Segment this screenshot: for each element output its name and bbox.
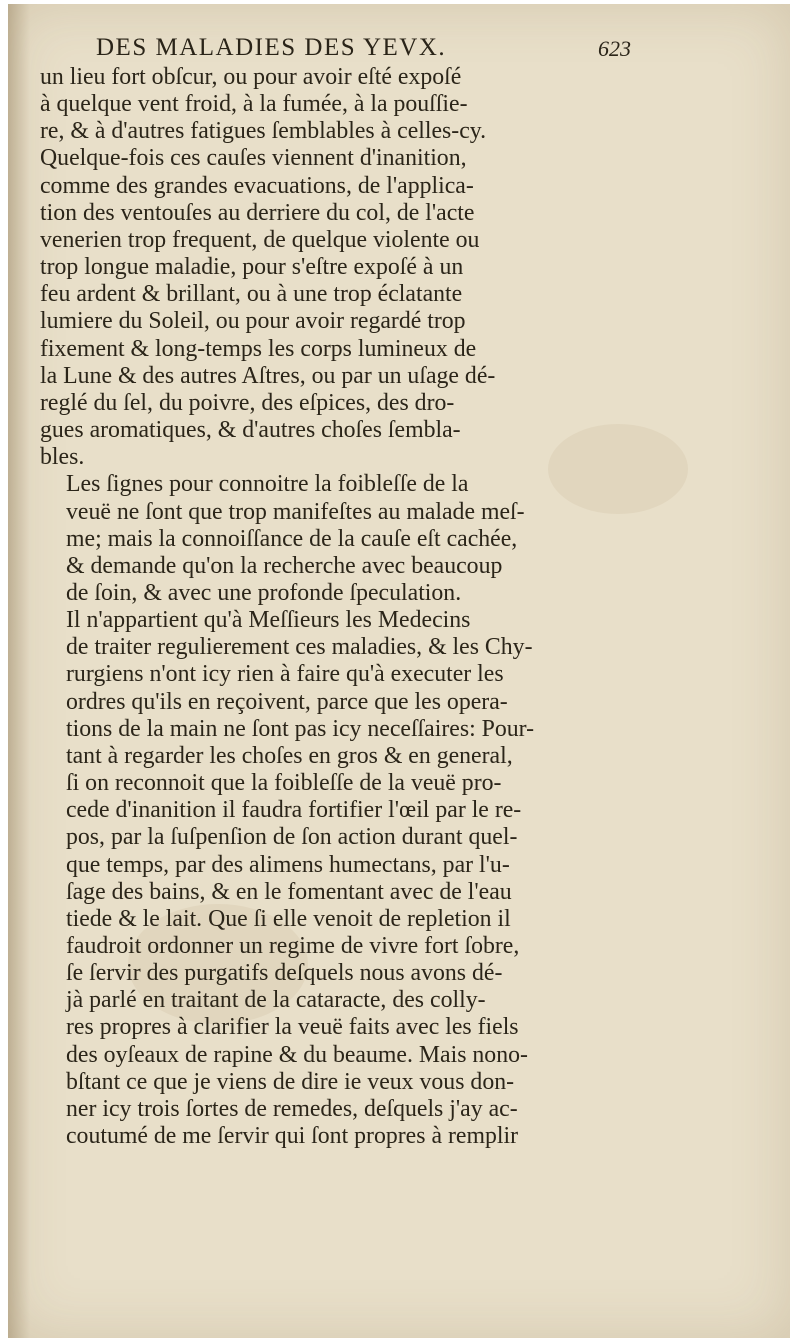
- running-title: DES MALADIES DES YEVX.: [96, 34, 447, 61]
- page-number: 623: [598, 36, 631, 61]
- paragraph-1: un lieu fort obſcur, ou pour avoir eſté expoſé à quelque vent froid, à la fumée, à la pouſſie- re, & à d'autres fatigues ſemblables à celles-cy. Quelque-fois ces cauſes viennent d'inanition, comme des grandes evacuations, de l'applica- tion des ventouſes au derriere du col, de l'acte venerien trop frequent, de quelque violente ou trop longue maladie, pour s'eſtre expoſé à un feu ardent & brillant, ou à une trop éclatante lumiere du Soleil, ou pour avoir regardé trop fixement & long-temps les corps lumineux de la Lune & des autres Aſtres, ou par un uſage dé- reglé du ſel, du poivre, des eſpices, des dro- gues aromatiques, & d'autres choſes ſembla- bles.: [40, 64, 496, 471]
- body-text: [40, 64, 630, 1150]
- paragraph-3: Il n'appartient qu'à Meſſieurs les Medecins de traiter regulierement ces maladies, & les Chy- rurgiens n'ont icy rien à faire qu'à executer les ordres qu'ils en reçoivent, parce que les opera- tions de la main ne ſont pas icy neceſſaires: Pour- tant à regarder les choſes en gros & en general, ſi on reconnoit que la foibleſſe de la veuë pro- cede d'inanition il faudra fortifier l'œil par le re- pos, par la ſuſpenſion de ſon action durant quel- que temps, par des alimens humectans, par l'u- ſage des bains, & en le fomentant avec de l'eau tiede & le lait. Que ſi elle venoit de repletion il faudroit ordonner un regime de vivre fort ſobre, ſe ſervir des purgatifs deſquels nous avons dé- jà parlé en traitant de la cataracte, des colly- res propres à clarifier la veuë faits avec les fiels des oyſeaux de rapine & du beaume. Mais nono- bſtant ce que je viens de dire ie veux vous don- ner icy trois ſortes de remedes, deſquels j'ay ac- coutumé de me ſervir qui ſont propres à remplir: [66, 607, 535, 1150]
- book-page: [8, 4, 790, 1338]
- paragraph-2: Les ſignes pour connoitre la foibleſſe de la veuë ne ſont que trop manifeſtes au malade meſ- me; mais la connoiſſance de la cauſe eſt cachée, & demande qu'on la recherche avec beaucoup de ſoin, & avec une profonde ſpeculation.: [66, 471, 525, 606]
